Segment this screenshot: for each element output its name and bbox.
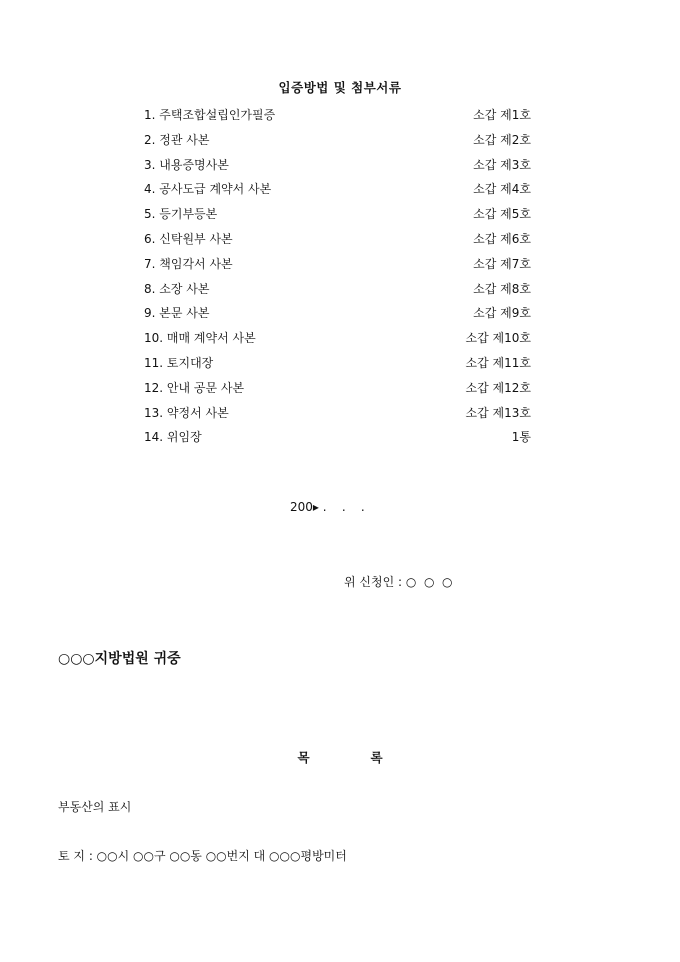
filing-date: 200▸ . . .: [290, 500, 365, 514]
list-item: [144, 227, 531, 252]
list-item: [144, 128, 531, 153]
property-heading: 부동산의 표시: [58, 800, 132, 814]
land-description: 토 지 : ○○시 ○○구 ○○동 ○○번지 대 ○○○평방미터: [58, 849, 347, 863]
item-name: 8. 소장 사본: [144, 281, 210, 296]
item-ref: 소갑 제4호: [473, 182, 531, 197]
item-ref: 소갑 제5호: [473, 207, 531, 222]
item-ref: 소갑 제1호: [473, 108, 531, 122]
item-name: 4. 공사도급 계약서 사본: [144, 182, 272, 197]
evidence-list: [144, 103, 531, 450]
item-ref: 소갑 제12호: [465, 380, 531, 395]
list-item: [144, 177, 531, 202]
list-item: [144, 103, 531, 128]
item-name: 12. 안내 공문 사본: [144, 380, 245, 395]
item-name: 6. 신탁원부 사본: [144, 231, 233, 246]
list-item: [144, 351, 531, 376]
item-ref: 1통: [511, 430, 531, 445]
list-item: [144, 202, 531, 227]
item-ref: 소갑 제10호: [465, 331, 531, 346]
item-ref: 소갑 제3호: [473, 157, 531, 172]
item-name: 9. 본문 사본: [144, 306, 210, 321]
list-item: [144, 153, 531, 178]
item-ref: 소갑 제11호: [465, 355, 531, 370]
item-name: 10. 매매 계약서 사본: [144, 331, 256, 346]
list-title: 목 록: [297, 750, 383, 765]
item-name: 14. 위임장: [144, 430, 202, 445]
evidence-section-title: 입증방법 및 첨부서류: [278, 80, 402, 95]
item-ref: 소갑 제2호: [473, 132, 531, 147]
item-name: 2. 정관 사본: [144, 132, 210, 147]
item-ref: 소갑 제7호: [473, 256, 531, 271]
list-item: [144, 401, 531, 426]
item-name: 13. 약정서 사본: [144, 405, 229, 420]
list-item: [144, 277, 531, 302]
court-addressee: ○○○지방법원 귀중: [58, 651, 181, 667]
item-ref: 소갑 제13호: [465, 405, 531, 420]
list-item: [144, 425, 531, 450]
item-name: 11. 토지대장: [144, 355, 214, 370]
list-item: [144, 326, 531, 351]
applicant-signature-line: 위 신청인 : ○ ○ ○: [344, 575, 453, 589]
item-ref: 소갑 제6호: [473, 231, 531, 246]
item-name: 5. 등기부등본: [144, 207, 218, 222]
item-name: 3. 내용증명사본: [144, 157, 229, 172]
item-name: 7. 책임각서 사본: [144, 256, 233, 271]
list-item: [144, 376, 531, 401]
list-item: [144, 301, 531, 326]
item-ref: 소갑 제8호: [473, 281, 531, 296]
item-ref: 소갑 제9호: [473, 306, 531, 321]
list-item: [144, 252, 531, 277]
item-name: 1. 주택조합설립인가필증: [144, 108, 276, 122]
